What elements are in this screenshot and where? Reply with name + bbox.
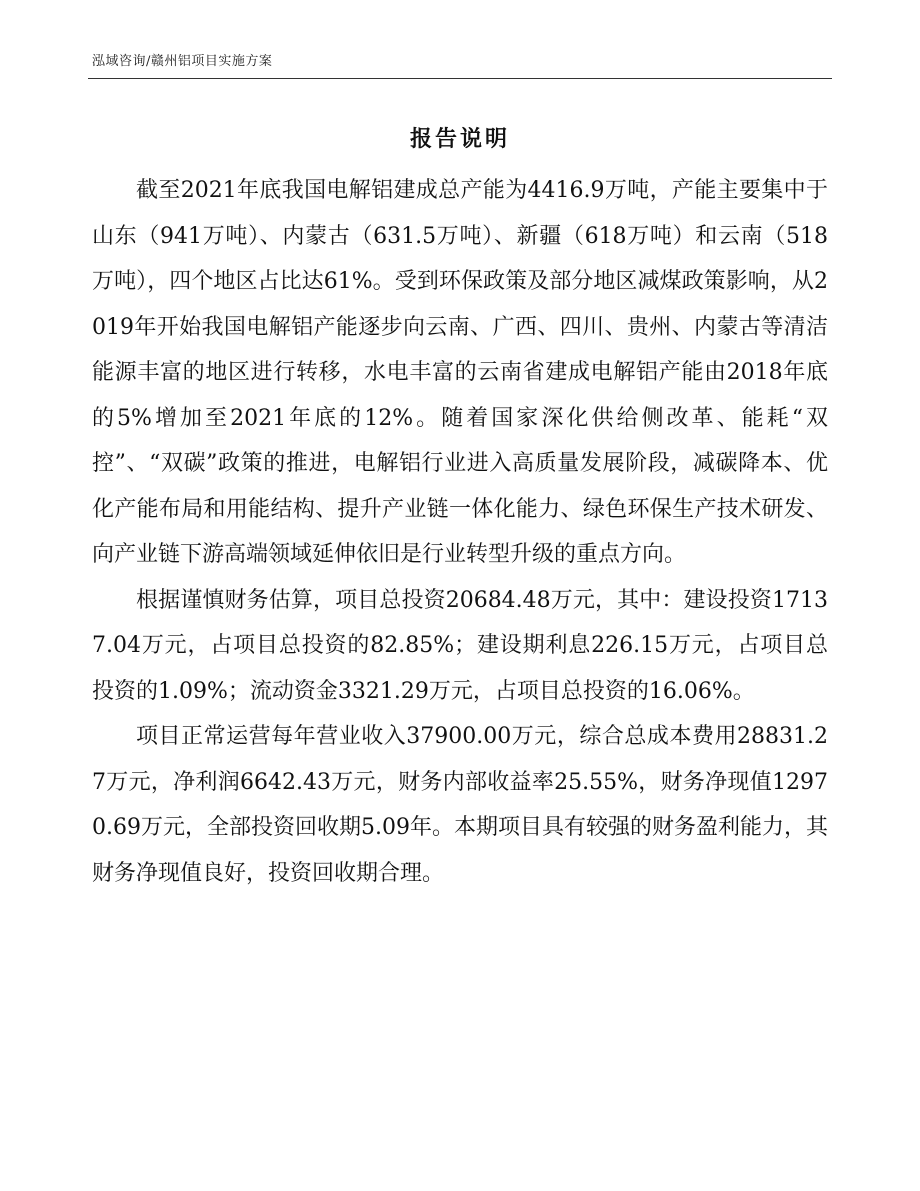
paragraph-investment: 根据谨慎财务估算，项目总投资20684.48万元，其中：建设投资17137.04万元，占项目总投资的82.85%；建设期利息226.15万元，占项目总投资的1.09%；流动资金3321.29万元，占项目总投资的16.06%。 — [92, 587, 828, 704]
header-divider — [88, 78, 832, 79]
page-title: 报告说明 — [409, 126, 510, 152]
running-header: 泓域咨询/赣州铝项目实施方案 — [92, 54, 273, 69]
document-body — [92, 168, 828, 896]
paragraph-capacity: 截至2021年底我国电解铝建成总产能为4416.9万吨，产能主要集中于山东（941万吨）、内蒙古（631.5万吨）、新疆（618万吨）和云南（518万吨），四个地区占比达61%。受到环保政策及部分地区减煤政策影响，从2019年开始我国电解铝产能逐步向云南、广西、四川、贵州、内蒙古等清洁能源丰富的地区进行转移，水电丰富的云南省建成电解铝产能由2018年底的5%增加至2021年底的12%。随着国家深化供给侧改革、能耗“双控”、“双碳”政策的推进，电解铝行业进入高质量发展阶段，减碳降本、优化产能布局和用能结构、提升产业链一体化能力、绿色环保生产技术研发、向产业链下游高端领域延伸依旧是行业转型升级的重点方向。 — [92, 178, 828, 567]
paragraph-revenue: 项目正常运营每年营业收入37900.00万元，综合总成本费用28831.27万元，净利润6642.43万元，财务内部收益率25.55%，财务净现值12970.69万元，全部投资回收期5.09年。本期项目具有较强的财务盈利能力，其财务净现值良好，投资回收期合理。 — [92, 724, 828, 886]
